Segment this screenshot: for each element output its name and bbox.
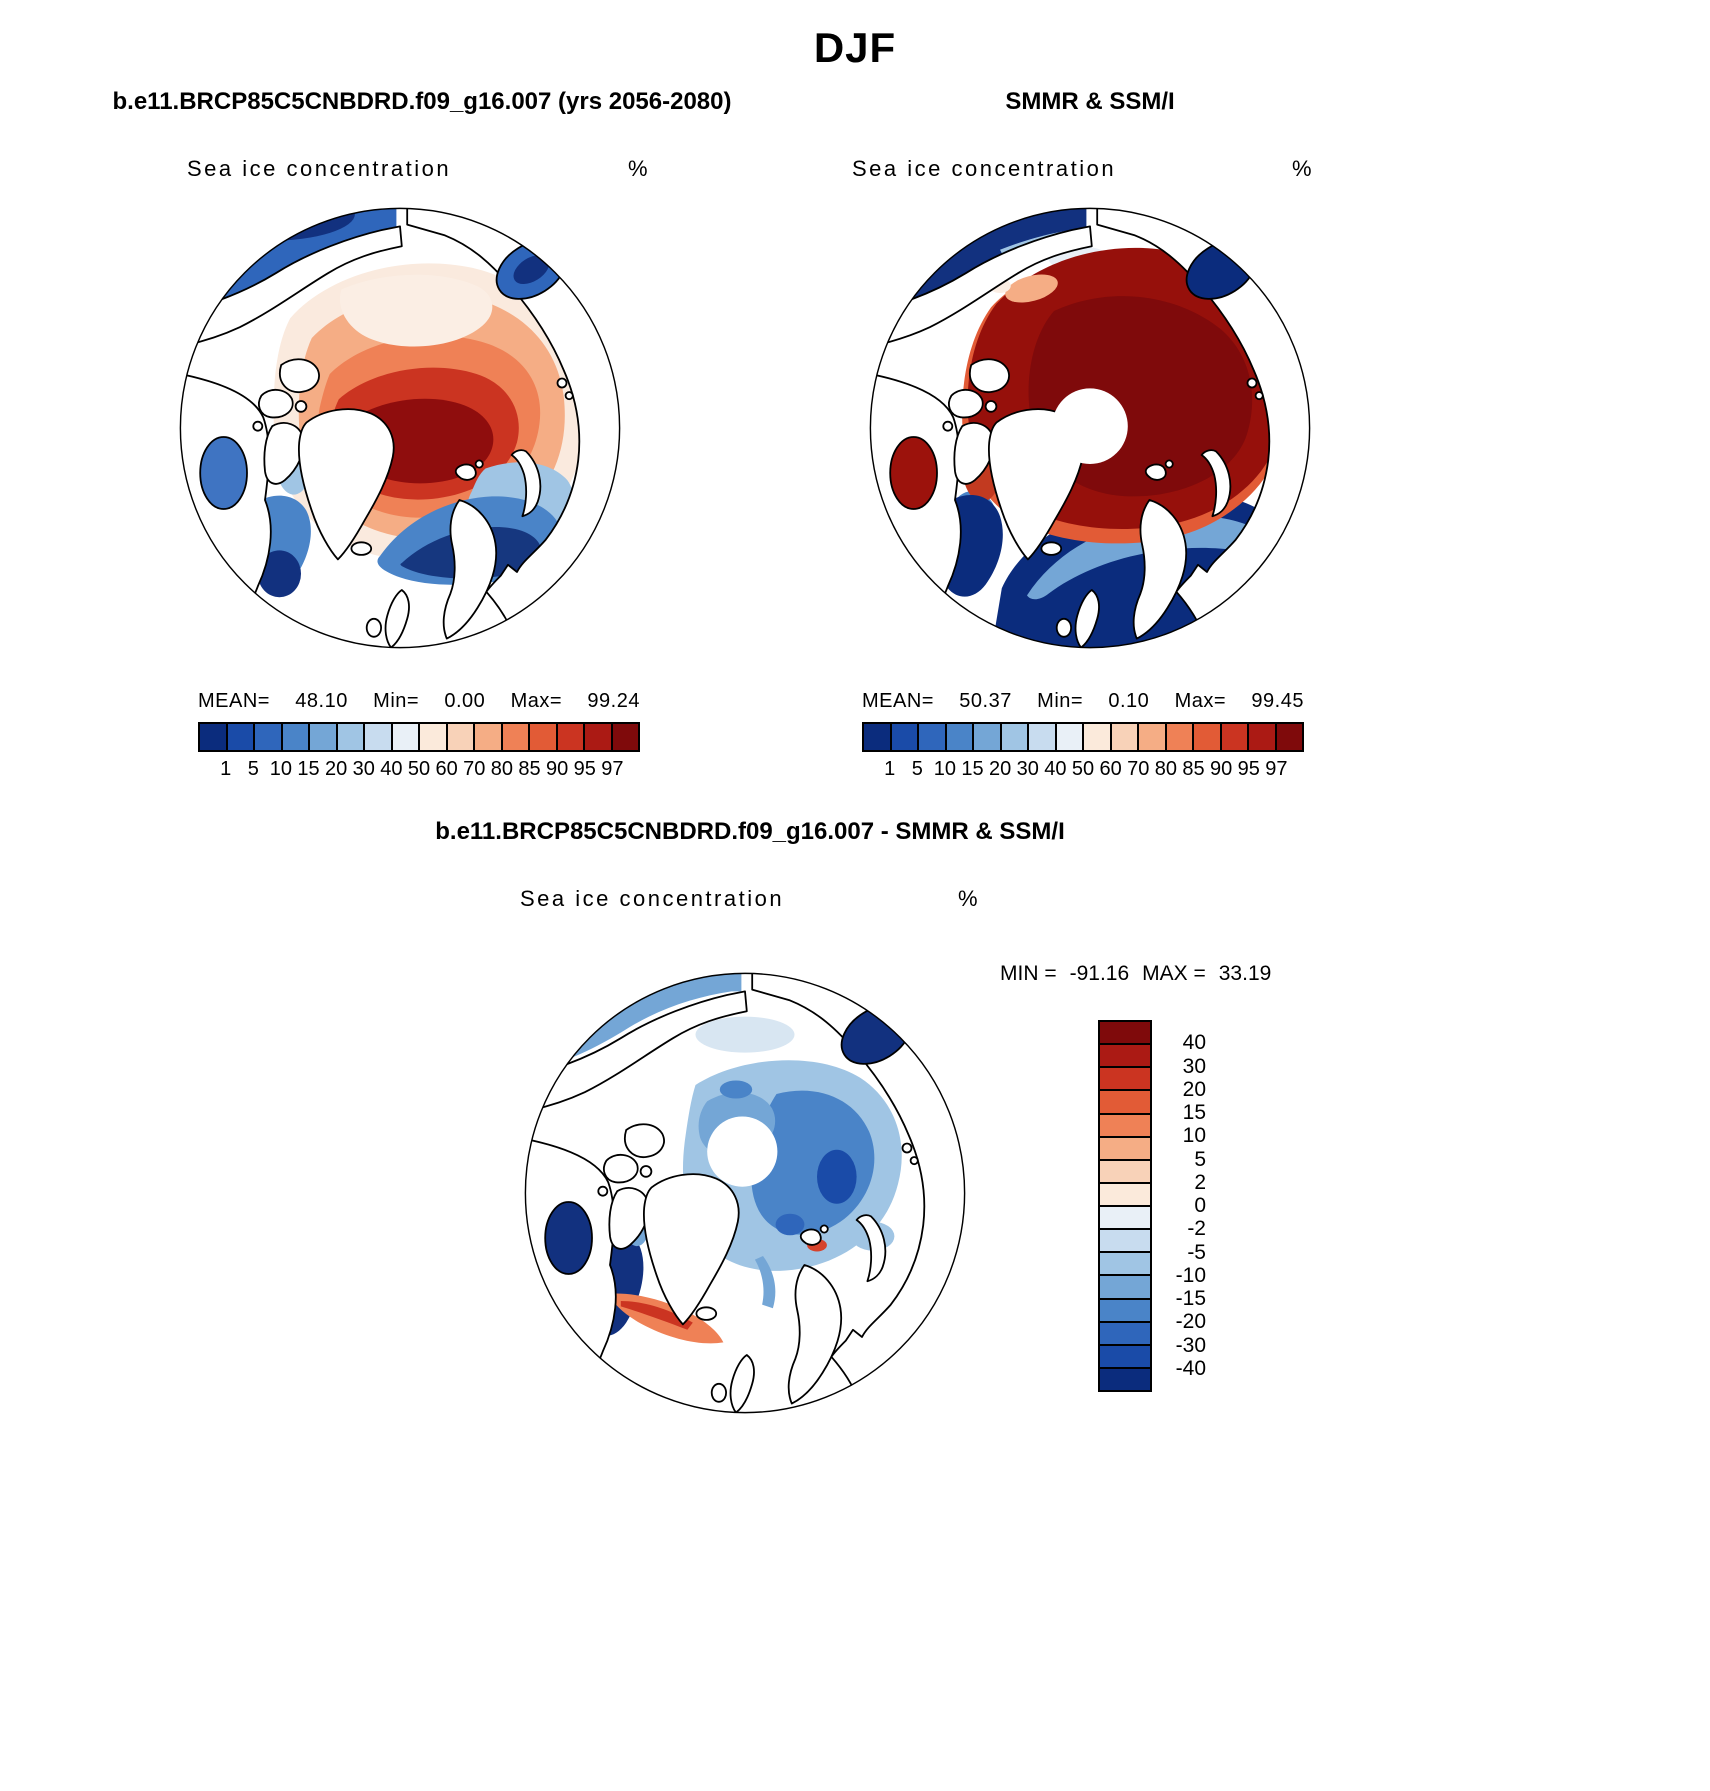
obs-map-content bbox=[865, 203, 1315, 653]
colorbar-segment bbox=[974, 724, 1002, 750]
min-value: 0.00 bbox=[444, 690, 486, 712]
tick-label: 5 bbox=[247, 758, 259, 780]
tick-label: -30 bbox=[1175, 1333, 1206, 1357]
max-value: 99.45 bbox=[1251, 690, 1304, 712]
diff-min-label: MIN = bbox=[1000, 962, 1057, 985]
mean-value: 48.10 bbox=[295, 690, 348, 712]
min-value: 0.10 bbox=[1108, 690, 1150, 712]
obs-units-label: % bbox=[1292, 156, 1312, 181]
tick-label: -15 bbox=[1175, 1287, 1206, 1310]
colorbar-segment bbox=[228, 724, 256, 750]
mean-label: MEAN= bbox=[862, 690, 934, 712]
diff-panel-title: b.e11.BRCP85C5CNBDRD.f09_g16.007 - SMMR & SSM/I bbox=[435, 818, 1065, 845]
mean-label: MEAN= bbox=[198, 690, 270, 712]
colorbar-segment bbox=[558, 724, 586, 750]
tick-label: 15 bbox=[961, 758, 984, 780]
tick-label: 80 bbox=[1154, 758, 1177, 780]
colorbar-segment bbox=[1084, 724, 1112, 750]
colorbar-segment bbox=[420, 724, 448, 750]
obs-colorbar-ticks bbox=[862, 758, 1304, 782]
colorbar-segment bbox=[283, 724, 311, 750]
colorbar-segment bbox=[200, 724, 228, 750]
tick-label: 90 bbox=[546, 758, 569, 780]
diff-max-value: 33.19 bbox=[1218, 962, 1272, 985]
tick-label: 90 bbox=[1210, 758, 1233, 780]
colorbar-segment bbox=[1249, 724, 1277, 750]
tick-label: 2 bbox=[1194, 1170, 1206, 1194]
obs-stats bbox=[862, 690, 1304, 713]
tick-label: 95 bbox=[1237, 758, 1260, 780]
tick-label: -5 bbox=[1187, 1240, 1206, 1264]
colorbar-segment bbox=[530, 724, 558, 750]
colorbar-segment bbox=[892, 724, 920, 750]
colorbar-segment bbox=[448, 724, 476, 750]
colorbar-segment bbox=[1167, 724, 1195, 750]
colorbar-segment bbox=[947, 724, 975, 750]
diff-map-content bbox=[520, 968, 970, 1418]
obs-colorbar bbox=[862, 722, 1304, 752]
colorbar-segment bbox=[503, 724, 531, 750]
colorbar-segment bbox=[919, 724, 947, 750]
colorbar-segment bbox=[1029, 724, 1057, 750]
model-map bbox=[175, 203, 625, 653]
tick-label: 50 bbox=[1071, 758, 1095, 780]
model-panel-title: b.e11.BRCP85C5CNBDRD.f09_g16.007 (yrs 2056-2080) bbox=[112, 88, 732, 115]
obs-panel-title: SMMR & SSM/I bbox=[1005, 88, 1175, 115]
max-label: Max= bbox=[1174, 690, 1227, 712]
colorbar-segment bbox=[613, 724, 639, 750]
tick-label: 10 bbox=[933, 758, 956, 780]
pole-hole bbox=[1052, 388, 1128, 464]
tick-label: 20 bbox=[1182, 1077, 1206, 1101]
tick-label: 70 bbox=[1127, 758, 1150, 780]
model-map-content bbox=[175, 203, 625, 653]
tick-label: 85 bbox=[1182, 758, 1205, 780]
colorbar-segment bbox=[475, 724, 503, 750]
colorbar-segment bbox=[585, 724, 613, 750]
diff-colorbar-ticks bbox=[1098, 1020, 1206, 1392]
obs-map bbox=[865, 203, 1315, 653]
diff-units-label: % bbox=[958, 886, 978, 911]
colorbar-segment bbox=[1277, 724, 1303, 750]
tick-label: 0 bbox=[1194, 1194, 1206, 1217]
tick-label: 97 bbox=[1265, 758, 1288, 780]
colorbar-segment bbox=[338, 724, 366, 750]
model-field-label: Sea ice concentration bbox=[187, 156, 452, 181]
tick-label: 97 bbox=[601, 758, 624, 780]
diff-min-value: -91.16 bbox=[1069, 962, 1130, 985]
tick-label: 5 bbox=[911, 758, 923, 780]
min-label: Min= bbox=[373, 690, 420, 712]
colorbar-segment bbox=[1194, 724, 1222, 750]
tick-label: 60 bbox=[435, 758, 458, 780]
colorbar-segment bbox=[365, 724, 393, 750]
tick-label: 15 bbox=[1182, 1101, 1206, 1124]
tick-label: 30 bbox=[352, 758, 375, 780]
tick-label: 30 bbox=[1016, 758, 1039, 780]
colorbar-segment bbox=[1112, 724, 1140, 750]
tick-label: -10 bbox=[1175, 1263, 1206, 1287]
colorbar-segment bbox=[864, 724, 892, 750]
tick-label: 40 bbox=[380, 758, 403, 780]
tick-label: 20 bbox=[989, 758, 1012, 780]
tick-label: -40 bbox=[1175, 1356, 1206, 1380]
pole-hole bbox=[707, 1117, 777, 1187]
tick-label: 30 bbox=[1182, 1054, 1206, 1078]
tick-label: 5 bbox=[1194, 1147, 1206, 1171]
diff-range bbox=[1000, 962, 1271, 986]
tick-label: -20 bbox=[1175, 1310, 1206, 1334]
tick-label: 15 bbox=[297, 758, 320, 780]
colorbar-segment bbox=[1002, 724, 1030, 750]
tick-label: 40 bbox=[1044, 758, 1067, 780]
tick-label: 1 bbox=[884, 758, 896, 780]
tick-label: 10 bbox=[269, 758, 292, 780]
max-label: Max= bbox=[510, 690, 563, 712]
colorbar-segment bbox=[1222, 724, 1250, 750]
colorbar-segment bbox=[310, 724, 338, 750]
tick-label: -2 bbox=[1187, 1217, 1206, 1241]
colorbar-segment bbox=[1139, 724, 1167, 750]
tick-label: 40 bbox=[1182, 1031, 1206, 1055]
tick-label: 20 bbox=[325, 758, 348, 780]
min-label: Min= bbox=[1037, 690, 1084, 712]
colorbar-segment bbox=[393, 724, 421, 750]
tick-label: 50 bbox=[407, 758, 431, 780]
model-stats bbox=[198, 690, 640, 713]
obs-field-label: Sea ice concentration bbox=[852, 156, 1117, 181]
figure-title: DJF bbox=[813, 24, 897, 71]
tick-label: 10 bbox=[1182, 1124, 1206, 1148]
model-colorbar bbox=[198, 722, 640, 752]
tick-label: 70 bbox=[463, 758, 486, 780]
diff-max-label: MAX = bbox=[1142, 962, 1206, 985]
colorbar-segment bbox=[1057, 724, 1085, 750]
tick-label: 80 bbox=[490, 758, 513, 780]
tick-label: 95 bbox=[573, 758, 596, 780]
tick-label: 1 bbox=[220, 758, 232, 780]
model-colorbar-ticks bbox=[198, 758, 640, 782]
model-units-label: % bbox=[628, 156, 648, 181]
tick-label: 85 bbox=[518, 758, 541, 780]
diff-field-label: Sea ice concentration bbox=[520, 886, 785, 911]
tick-label: 60 bbox=[1099, 758, 1122, 780]
colorbar-segment bbox=[255, 724, 283, 750]
max-value: 99.24 bbox=[587, 690, 640, 712]
diff-map bbox=[520, 968, 970, 1418]
mean-value: 50.37 bbox=[959, 690, 1012, 712]
